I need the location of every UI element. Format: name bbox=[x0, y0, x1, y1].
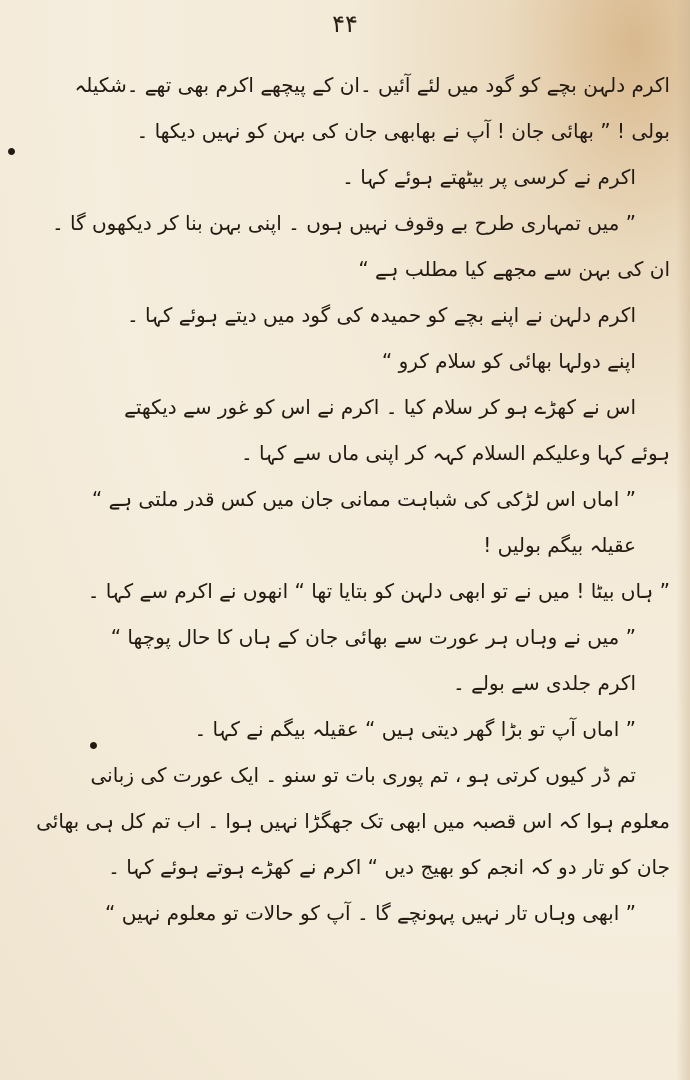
text-line: اکرم جلدی سے بولے ۔ bbox=[453, 671, 636, 695]
text-line: تم ڈر کیوں کرتی ہو ، تم پوری بات تو سنو ۔ ایک عورت کی زبانی bbox=[90, 763, 636, 787]
urdu-text-body bbox=[22, 62, 670, 936]
text-line: ہوئے کہا وعلیکم السلام کہہ کر اپنی ماں سے کہا ۔ bbox=[240, 441, 670, 465]
text-line: ” میں تمہاری طرح بے وقوف نہیں ہوں ۔ اپنی بہن بنا کر دیکھوں گا ۔ bbox=[51, 211, 636, 235]
text-line: اکرم دلہن نے اپنے بچے کو حمیدہ کی گود میں دیتے ہوئے کہا ۔ bbox=[126, 303, 636, 327]
text-line: ” اماں اس لڑکی کی شباہت ممانی جان میں کس قدر ملتی ہے “ bbox=[91, 487, 636, 511]
text-line: ” ہاں بیٹا ! میں نے تو ابھی دلہن کو بتایا تھا “ انھوں نے اکرم سے کہا ۔ bbox=[87, 579, 670, 603]
text-line: جان کو تار دو کہ انجم کو بھیج دیں “ اکرم نے کھڑے ہوتے ہوئے کہا ۔ bbox=[108, 855, 670, 879]
page-edge-shadow bbox=[676, 0, 690, 1080]
text-line: اپنے دولہا بھائی کو سلام کرو “ bbox=[381, 349, 636, 373]
text-line: ” ابھی وہاں تار نہیں پہونچے گا ۔ آپ کو حالات تو معلوم نہیں “ bbox=[105, 901, 636, 925]
text-line: معلوم ہوا کہ اس قصبہ میں ابھی تک جھگڑا نہیں ہوا ۔ اب تم کل ہی بھائی bbox=[36, 809, 670, 833]
text-line: عقیلہ بیگم بولیں ! bbox=[483, 533, 636, 557]
text-line: اکرم نے کرسی پر بیٹھتے ہوئے کہا ۔ bbox=[342, 165, 636, 189]
text-line: ان کی بہن سے مجھے کیا مطلب ہے “ bbox=[358, 257, 670, 281]
text-line: ” میں نے وہاں ہر عورت سے بھائی جان کے ہاں کا حال پوچھا “ bbox=[110, 625, 636, 649]
margin-dot-mark bbox=[8, 148, 15, 155]
text-line: اکرم دلہن بچے کو گود میں لئے آئیں ۔ان کے پیچھے اکرم بھی تھے ۔شکیلہ bbox=[74, 73, 670, 97]
text-line: بولی ! ” بھائی جان ! آپ نے بھابھی جان کی بہن کو نہیں دیکھا ۔ bbox=[136, 119, 670, 143]
text-line: اس نے کھڑے ہو کر سلام کیا ۔ اکرم نے اس کو غور سے دیکھتے bbox=[124, 395, 636, 419]
text-line: ” اماں آپ تو بڑا گھر دیتی ہیں “ عقیلہ بیگم نے کہا ۔ bbox=[194, 717, 636, 741]
page-number: ۴۴ bbox=[332, 10, 358, 38]
